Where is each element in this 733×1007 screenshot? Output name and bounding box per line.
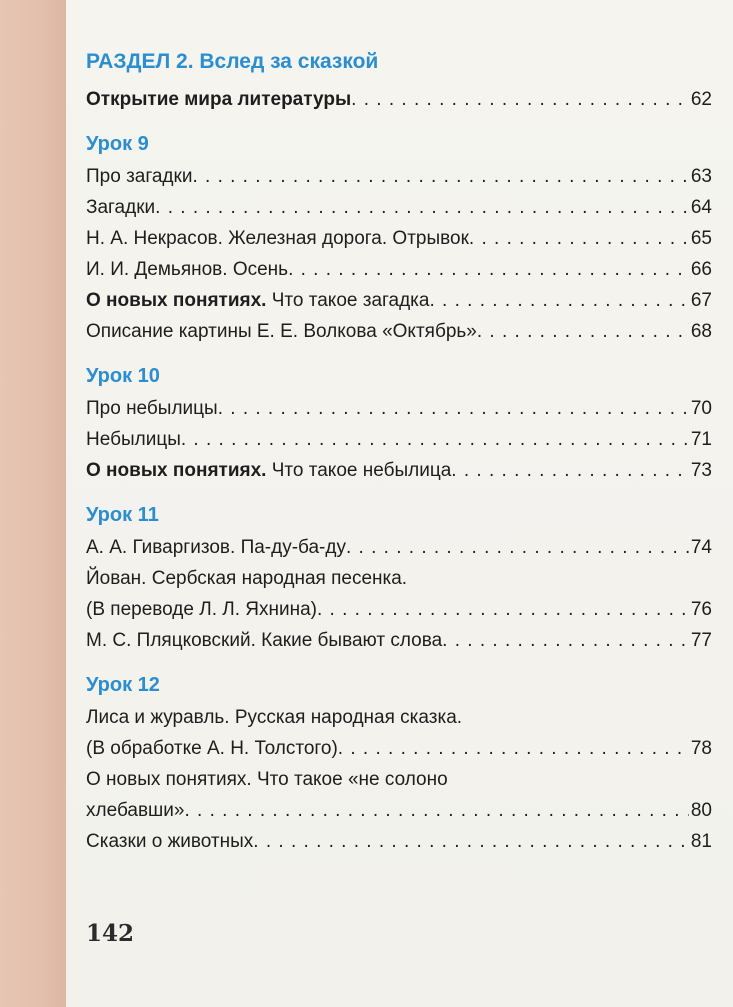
dot-leader — [351, 84, 689, 115]
toc-entry-page: 62 — [690, 89, 712, 110]
toc-entry-bold-prefix: О новых понятиях. — [86, 290, 267, 311]
toc-entry-title: Небылицы — [86, 429, 181, 450]
toc-entry-bold-prefix: О новых понятиях. — [86, 769, 252, 790]
toc-entry-title: Н. А. Некрасов. Железная дорога. Отрывок — [86, 228, 469, 249]
dot-leader — [155, 192, 689, 223]
page-number: 142 — [86, 920, 135, 947]
toc-entry-page: 77 — [690, 630, 712, 651]
dot-leader — [429, 285, 688, 316]
toc-entry-page: 66 — [690, 259, 712, 280]
toc-entry[interactable] — [86, 254, 712, 285]
dot-leader — [192, 161, 688, 192]
toc-entry-page: 67 — [690, 290, 712, 311]
dot-leader — [442, 625, 689, 656]
toc-entry[interactable] — [86, 393, 712, 424]
toc-entry-last-line — [86, 795, 712, 826]
toc-entry-title: М. С. Пляцковский. Какие бывают слова — [86, 630, 443, 651]
toc-entry-title: Про загадки — [86, 166, 193, 187]
toc-entry-page: 71 — [690, 429, 712, 450]
toc-entry-bold-prefix: О новых понятиях. — [86, 460, 267, 481]
dot-leader — [253, 826, 689, 857]
toc-entry-page: 73 — [690, 460, 712, 481]
toc-entry-page: 80 — [690, 800, 712, 821]
toc-entry-page: 78 — [690, 738, 712, 759]
toc-entry[interactable] — [86, 316, 712, 347]
toc-entry[interactable] — [86, 532, 712, 563]
toc-entry-first-line — [86, 764, 712, 795]
table-of-contents — [86, 40, 712, 857]
dot-leader — [184, 795, 688, 826]
toc-entry-first-line: Лиса и журавль. Русская народная сказка. — [86, 707, 463, 728]
toc-entry-title-rest: Что такое небылица — [271, 460, 452, 481]
dot-leader — [338, 733, 689, 764]
toc-entry-last-line — [86, 733, 712, 764]
toc-entry[interactable] — [86, 223, 712, 254]
dot-leader — [181, 424, 689, 455]
lesson-heading-11: Урок 11 — [86, 504, 159, 526]
toc-entry-intro[interactable] — [86, 84, 712, 115]
toc-entry-title: Загадки — [86, 197, 156, 218]
toc-entry[interactable] — [86, 625, 712, 656]
toc-entry-title — [86, 285, 429, 316]
toc-entry-title: Сказки о животных — [86, 831, 254, 852]
toc-entry-title: (В переводе Л. Л. Яхнина) — [86, 599, 317, 620]
toc-entry[interactable] — [86, 285, 712, 316]
toc-entry-title-rest: Что такое загадка — [271, 290, 430, 311]
toc-entry-page: 74 — [690, 537, 712, 558]
toc-entry[interactable] — [86, 826, 712, 857]
toc-entry-page: 76 — [690, 599, 712, 620]
dot-leader — [288, 254, 689, 285]
toc-entry-title-rest: Что такое «не солоно — [256, 769, 448, 790]
lesson-heading-10: Урок 10 — [86, 365, 160, 387]
toc-entry-title: И. И. Демьянов. Осень — [86, 259, 289, 280]
lesson-heading-12: Урок 12 — [86, 674, 160, 696]
toc-entry-page: 64 — [690, 197, 712, 218]
toc-entry-page: 81 — [690, 831, 712, 852]
toc-entry-multiline[interactable] — [86, 702, 712, 764]
toc-entry-page: 65 — [690, 228, 712, 249]
toc-entry-title: Описание картины Е. Е. Волкова «Октябрь» — [86, 321, 477, 342]
toc-entry-title: Открытие мира литературы — [86, 89, 352, 110]
toc-entry-title: (В обработке А. Н. Толстого) — [86, 738, 338, 759]
toc-entry-multiline[interactable] — [86, 563, 712, 625]
dot-leader — [451, 455, 689, 486]
toc-entry[interactable] — [86, 161, 712, 192]
toc-entry[interactable] — [86, 455, 712, 486]
dot-leader — [469, 223, 689, 254]
toc-entry-title — [86, 455, 451, 486]
toc-entry-first-line: Йован. Сербская народная песенка. — [86, 568, 408, 589]
toc-entry[interactable] — [86, 424, 712, 455]
toc-entry-page: 63 — [690, 166, 712, 187]
toc-entry-title: хлебавши» — [86, 800, 185, 821]
dot-leader — [317, 594, 689, 625]
toc-entry-page: 68 — [690, 321, 712, 342]
toc-entry-last-line — [86, 594, 712, 625]
page-binding-margin — [0, 0, 66, 1007]
toc-entry-page: 70 — [690, 398, 712, 419]
toc-entry[interactable] — [86, 192, 712, 223]
toc-entry-title: А. А. Гиваргизов. Па-ду-ба-ду — [86, 537, 346, 558]
lesson-heading-9: Урок 9 — [86, 133, 149, 155]
toc-entry-multiline[interactable] — [86, 764, 712, 826]
dot-leader — [218, 393, 689, 424]
dot-leader — [477, 316, 689, 347]
section-title: РАЗДЕЛ 2. Вслед за сказкой — [86, 50, 379, 73]
dot-leader — [346, 532, 689, 563]
toc-entry-title: Про небылицы — [86, 398, 218, 419]
